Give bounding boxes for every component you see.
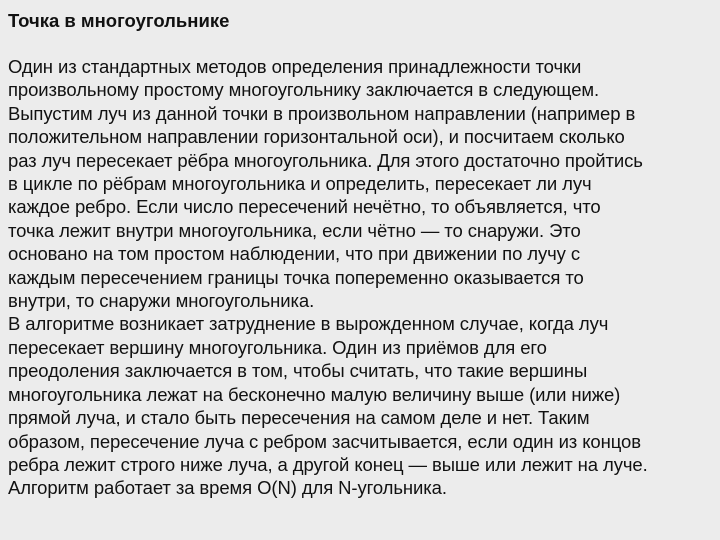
body-text [8, 55, 710, 500]
text-line: В алгоритме возникает затруднение в вырожденном случае, когда луч [8, 313, 609, 335]
text-line: в цикле по рёбрам многоугольника и определить, пересекает ли луч [8, 173, 592, 195]
text-line: внутри, то снаружи многоугольника. [8, 290, 315, 312]
text-line: Алгоритм работает за время O(N) для N-угольника. [8, 477, 447, 499]
text-line: каждое ребро. Если число пересечений нечётно, то объявляется, что [8, 196, 601, 218]
text-line: каждым пересечением границы точка попеременно оказывается то [8, 266, 584, 288]
text-line: преодоления заключается в том, чтобы считать, что такие вершины [8, 360, 588, 382]
text-line: положительном направлении горизонтальной оси), и посчитаем сколько [8, 126, 625, 148]
text-line: основано на том простом наблюдении, что при движении по лучу с [8, 243, 581, 265]
text-line: точка лежит внутри многоугольника, если чётно — то снаружи. Это [8, 219, 581, 241]
page-title: Точка в многоугольнике [8, 10, 230, 31]
text-line: ребра лежит строго ниже луча, а другой конец — выше или лежит на луче. [8, 453, 648, 475]
text-line: Один из стандартных методов определения принадлежности точки [8, 56, 582, 77]
text-line: многоугольника лежат на бесконечно малую величину выше (или ниже) [8, 383, 621, 405]
text-line: образом, пересечение луча с ребром засчитывается, если один из концов [8, 430, 641, 452]
text-line: Выпустим луч из данной точки в произвольном направлении (например в [8, 102, 636, 124]
text-line: пересекает вершину многоугольника. Один из приёмов для его [8, 336, 547, 358]
text-line: раз луч пересекает рёбра многоугольника. Для этого достаточно пройтись [8, 149, 643, 171]
text-line: прямой луча, и стало быть пересечения на самом деле и нет. Таким [8, 407, 590, 429]
text-line: произвольному простому многоугольнику заключается в следующем. [8, 79, 600, 101]
